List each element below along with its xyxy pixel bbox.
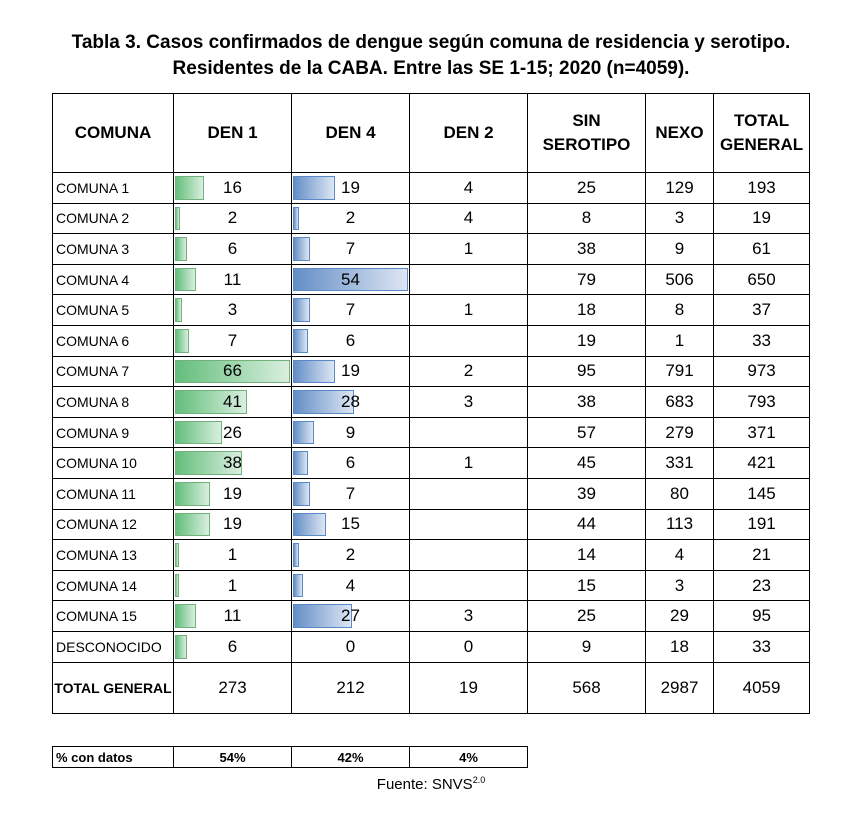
cell-den1: [174, 631, 292, 662]
percent-den4: 42%: [292, 747, 410, 768]
cell-value: 4: [345, 575, 356, 595]
den4-data-bar: [293, 574, 303, 598]
cell-total: 19: [714, 203, 810, 234]
den4-data-bar: [293, 543, 299, 567]
den1-data-bar: [175, 421, 222, 445]
cell-nexo: 1: [646, 325, 714, 356]
cell-den4: [292, 448, 410, 479]
den4-data-bar: [293, 421, 314, 445]
cell-comuna: COMUNA 13: [53, 540, 174, 571]
den4-data-bar: [293, 176, 335, 200]
cell-comuna: COMUNA 14: [53, 570, 174, 601]
den4-data-bar: [293, 482, 310, 506]
table-row: [53, 203, 810, 234]
cell-total: 973: [714, 356, 810, 387]
cell-total: 33: [714, 325, 810, 356]
den4-data-bar: [293, 513, 326, 537]
den1-data-bar: [175, 574, 179, 598]
cell-sin-serotipo: 79: [528, 264, 646, 295]
den4-data-bar: [293, 360, 335, 384]
cell-den4: [292, 356, 410, 387]
cell-comuna: COMUNA 15: [53, 601, 174, 632]
cell-value: 7: [345, 238, 356, 258]
cell-sin-serotipo: 39: [528, 478, 646, 509]
header-den4: DEN 4: [292, 94, 410, 173]
source-superscript: 2.0: [472, 775, 486, 785]
cell-total: 145: [714, 478, 810, 509]
cell-den2: 2: [410, 356, 528, 387]
cell-sin-serotipo: 25: [528, 173, 646, 204]
cell-comuna: COMUNA 3: [53, 234, 174, 265]
totals-den2: 19: [410, 662, 528, 713]
cell-nexo: 18: [646, 631, 714, 662]
cell-value: 41: [223, 391, 242, 411]
cell-den2: 4: [410, 173, 528, 204]
title-text-1: Casos confirmados de dengue según comuna de residencia y serotipo.: [146, 32, 791, 53]
cell-sin-serotipo: 9: [528, 631, 646, 662]
den1-data-bar: [175, 604, 196, 628]
cell-den2: [410, 509, 528, 540]
cell-den1: [174, 295, 292, 326]
totals-den4: 212: [292, 662, 410, 713]
cell-den1: [174, 570, 292, 601]
cell-den4: [292, 417, 410, 448]
cell-comuna: COMUNA 10: [53, 448, 174, 479]
table-row: [53, 264, 810, 295]
header-den2: DEN 2: [410, 94, 528, 173]
cell-value: 27: [341, 606, 360, 626]
cell-sin-serotipo: 15: [528, 570, 646, 601]
source-text: Fuente: SNVS: [376, 776, 473, 793]
table-row: [53, 631, 810, 662]
cell-value: 11: [223, 606, 242, 626]
den1-data-bar: [175, 176, 204, 200]
cell-value: 0: [345, 636, 356, 656]
den1-data-bar: [175, 298, 182, 322]
cell-nexo: 129: [646, 173, 714, 204]
cell-den4: [292, 264, 410, 295]
source-note: [0, 775, 862, 793]
cell-total: 650: [714, 264, 810, 295]
den1-data-bar: [175, 329, 189, 353]
den1-data-bar: [175, 543, 179, 567]
cell-sin-serotipo: 14: [528, 540, 646, 571]
cell-den4: [292, 601, 410, 632]
cell-value: 66: [223, 361, 242, 381]
percent-den2: 4%: [410, 747, 528, 768]
cell-total: 191: [714, 509, 810, 540]
percent-den1: 54%: [174, 747, 292, 768]
den1-data-bar: [175, 207, 180, 231]
cell-den4: [292, 540, 410, 571]
cell-den1: [174, 387, 292, 418]
cell-nexo: 9: [646, 234, 714, 265]
cell-sin-serotipo: 18: [528, 295, 646, 326]
cell-sin-serotipo: 95: [528, 356, 646, 387]
table-row: [53, 509, 810, 540]
cell-value: 2: [345, 208, 356, 228]
table-row: [53, 478, 810, 509]
cell-total: 421: [714, 448, 810, 479]
header-sin-serotipo: SIN SEROTIPO: [528, 94, 646, 173]
cell-value: 7: [345, 300, 356, 320]
den1-data-bar: [175, 268, 196, 292]
cell-total: 793: [714, 387, 810, 418]
cell-value: 7: [227, 330, 238, 350]
table-row: [53, 234, 810, 265]
cell-total: 95: [714, 601, 810, 632]
cell-value: 16: [223, 177, 242, 197]
title-line-2: Residentes de la CABA. Entre las SE 1-15; 2020 (n=4059).: [172, 58, 690, 79]
header-row: [53, 94, 810, 173]
table-row: [53, 356, 810, 387]
cell-sin-serotipo: 38: [528, 387, 646, 418]
den1-data-bar: [175, 237, 187, 261]
cell-value: 19: [223, 514, 242, 534]
cell-nexo: 683: [646, 387, 714, 418]
title-label: Tabla 3.: [71, 32, 141, 53]
header-comuna: COMUNA: [53, 94, 174, 173]
cell-comuna: COMUNA 5: [53, 295, 174, 326]
cell-value: 15: [341, 514, 360, 534]
totals-label: TOTAL GENERAL: [53, 662, 174, 713]
header-den1: DEN 1: [174, 94, 292, 173]
cell-den2: 1: [410, 295, 528, 326]
cell-nexo: 279: [646, 417, 714, 448]
cell-total: 37: [714, 295, 810, 326]
cell-den1: [174, 356, 292, 387]
cell-value: 7: [345, 483, 356, 503]
totals-total: 4059: [714, 662, 810, 713]
cell-total: 371: [714, 417, 810, 448]
cell-den1: [174, 325, 292, 356]
title-line-1: [0, 30, 862, 56]
den4-data-bar: [293, 207, 299, 231]
cell-nexo: 8: [646, 295, 714, 326]
table-row: [53, 540, 810, 571]
cell-sin-serotipo: 8: [528, 203, 646, 234]
cell-value: 19: [341, 177, 360, 197]
den4-data-bar: [293, 329, 308, 353]
cell-den2: 0: [410, 631, 528, 662]
cell-value: 1: [227, 544, 238, 564]
cell-total: 193: [714, 173, 810, 204]
cell-den2: [410, 478, 528, 509]
cell-den2: 1: [410, 448, 528, 479]
cell-value: 26: [223, 422, 242, 442]
cell-comuna: COMUNA 11: [53, 478, 174, 509]
cell-value: 3: [227, 300, 238, 320]
cell-value: 9: [345, 422, 356, 442]
cell-den1: [174, 234, 292, 265]
cell-den2: 4: [410, 203, 528, 234]
cell-value: 6: [345, 453, 356, 473]
cell-value: 54: [341, 269, 360, 289]
cell-nexo: 4: [646, 540, 714, 571]
cell-comuna: COMUNA 12: [53, 509, 174, 540]
table-row: [53, 570, 810, 601]
totals-nexo: 2987: [646, 662, 714, 713]
cell-value: 2: [345, 544, 356, 564]
cell-comuna: COMUNA 6: [53, 325, 174, 356]
cell-den2: [410, 264, 528, 295]
table-row: [53, 601, 810, 632]
cell-nexo: 80: [646, 478, 714, 509]
cell-value: 6: [227, 238, 238, 258]
cell-den2: [410, 540, 528, 571]
cell-den4: [292, 509, 410, 540]
cell-sin-serotipo: 44: [528, 509, 646, 540]
cell-total: 33: [714, 631, 810, 662]
cell-den2: 1: [410, 234, 528, 265]
table-row: [53, 295, 810, 326]
header-total-general: TOTAL GENERAL: [714, 94, 810, 173]
percent-table: [52, 746, 528, 768]
cell-den4: [292, 631, 410, 662]
cell-total: 61: [714, 234, 810, 265]
cell-comuna: COMUNA 9: [53, 417, 174, 448]
cell-den2: 3: [410, 601, 528, 632]
table-row: [53, 448, 810, 479]
den4-data-bar: [293, 451, 308, 475]
cell-comuna: COMUNA 7: [53, 356, 174, 387]
cell-sin-serotipo: 19: [528, 325, 646, 356]
cell-den1: [174, 203, 292, 234]
cell-den4: [292, 478, 410, 509]
cell-value: 19: [223, 483, 242, 503]
cell-value: 38: [223, 453, 242, 473]
cell-sin-serotipo: 45: [528, 448, 646, 479]
table-title: [0, 30, 862, 82]
cell-nexo: 3: [646, 570, 714, 601]
cell-den1: [174, 448, 292, 479]
cell-total: 21: [714, 540, 810, 571]
cell-nexo: 791: [646, 356, 714, 387]
cell-den4: [292, 570, 410, 601]
dengue-table: [52, 93, 810, 714]
cell-value: 6: [345, 330, 356, 350]
cell-den2: 3: [410, 387, 528, 418]
den4-data-bar: [293, 298, 310, 322]
cell-value: 1: [227, 575, 238, 595]
cell-comuna: COMUNA 8: [53, 387, 174, 418]
totals-den1: 273: [174, 662, 292, 713]
cell-comuna: COMUNA 2: [53, 203, 174, 234]
cell-sin-serotipo: 57: [528, 417, 646, 448]
cell-sin-serotipo: 25: [528, 601, 646, 632]
cell-den1: [174, 264, 292, 295]
den4-data-bar: [293, 237, 310, 261]
percent-label: % con datos: [53, 747, 174, 768]
cell-den1: [174, 417, 292, 448]
cell-comuna: COMUNA 4: [53, 264, 174, 295]
table-row: [53, 173, 810, 204]
cell-den1: [174, 173, 292, 204]
cell-nexo: 3: [646, 203, 714, 234]
totals-sin-serotipo: 568: [528, 662, 646, 713]
den1-data-bar: [175, 635, 187, 659]
cell-den4: [292, 203, 410, 234]
cell-nexo: 506: [646, 264, 714, 295]
cell-den4: [292, 173, 410, 204]
header-nexo: NEXO: [646, 94, 714, 173]
cell-comuna: DESCONOCIDO: [53, 631, 174, 662]
cell-value: 28: [341, 391, 360, 411]
cell-den1: [174, 601, 292, 632]
totals-row: [53, 662, 810, 713]
cell-nexo: 29: [646, 601, 714, 632]
den1-data-bar: [175, 513, 210, 537]
cell-den2: [410, 570, 528, 601]
table-row: [53, 417, 810, 448]
cell-den4: [292, 387, 410, 418]
table-row: [53, 325, 810, 356]
cell-nexo: 113: [646, 509, 714, 540]
cell-value: 11: [223, 269, 242, 289]
cell-value: 6: [227, 636, 238, 656]
cell-total: 23: [714, 570, 810, 601]
cell-nexo: 331: [646, 448, 714, 479]
cell-den1: [174, 540, 292, 571]
cell-value: 19: [341, 361, 360, 381]
cell-den1: [174, 478, 292, 509]
cell-den2: [410, 325, 528, 356]
cell-den1: [174, 509, 292, 540]
cell-den4: [292, 295, 410, 326]
cell-value: 2: [227, 208, 238, 228]
cell-sin-serotipo: 38: [528, 234, 646, 265]
cell-den4: [292, 325, 410, 356]
table-row: [53, 387, 810, 418]
cell-den4: [292, 234, 410, 265]
percent-row: [53, 747, 528, 768]
den1-data-bar: [175, 482, 210, 506]
cell-den2: [410, 417, 528, 448]
cell-comuna: COMUNA 1: [53, 173, 174, 204]
